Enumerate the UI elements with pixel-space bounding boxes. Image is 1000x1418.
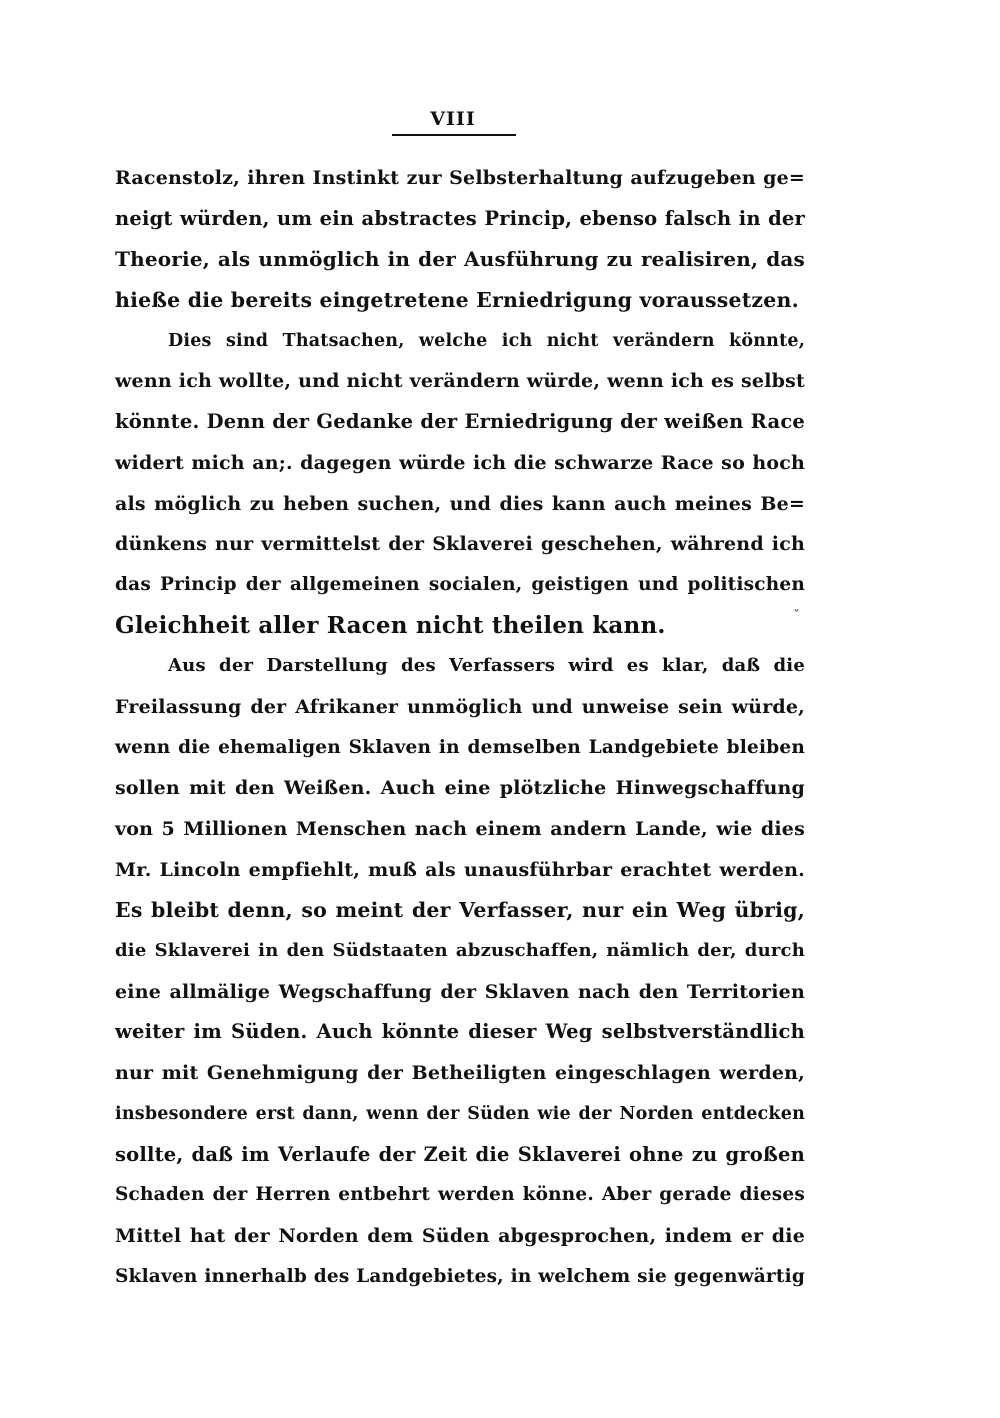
text-line: wenn ich wollte, und nicht verändern würde, wenn ich es selbst <box>115 370 805 393</box>
text-line: Gleichheit aller Racen nicht theilen kann. <box>115 611 666 639</box>
text-line: eine allmälige Wegschaffung der Sklaven nach den Territorien <box>115 980 805 1003</box>
text-line: als möglich zu heben suchen, und dies kann auch meines Be= <box>115 492 805 515</box>
text-line: sollte, daß im Verlaufe der Zeit die Sklaverei ohne zu großen <box>115 1142 805 1166</box>
text-line: Racenstolz, ihren Instinkt zur Selbsterhaltung aufzugeben ge= <box>115 167 805 189</box>
text-line: hieße die bereits eingetretene Erniedrigung voraussetzen. <box>115 288 799 313</box>
text-line: wenn die ehemaligen Sklaven in demselben Landgebiete bleiben <box>115 736 805 758</box>
text-line: Dies sind Thatsachen, welche ich nicht verändern könnte, <box>168 330 805 351</box>
text-line: weiter im Süden. Auch könnte dieser Weg selbstverständlich <box>115 1020 805 1044</box>
text-line: die Sklaverei in den Südstaaten abzuschaffen, nämlich der, durch <box>115 940 805 962</box>
text-line: neigt würden, um ein abstractes Princip, ebenso falsch in der <box>115 206 805 230</box>
stray-mark: ˇ <box>793 608 800 624</box>
text-line: Mittel hat der Norden dem Süden abgesprochen, indem er die <box>115 1224 805 1247</box>
text-line: Es bleibt denn, so meint der Verfasser, nur ein Weg übrig, <box>115 898 805 923</box>
text-line: von 5 Millionen Menschen nach einem andern Lande, wie dies <box>115 818 805 840</box>
text-line: könnte. Denn der Gedanke der Erniedrigung der weißen Race <box>115 410 805 434</box>
text-line: dünkens nur vermittelst der Sklaverei geschehen, während ich <box>115 533 805 556</box>
text-line: Freilassung der Afrikaner unmöglich und unweise sein würde, <box>115 695 805 718</box>
page-number: VIII <box>430 108 476 130</box>
body-text <box>115 158 805 1297</box>
text-line: Theorie, als unmöglich in der Ausführung zu realisiren, das <box>115 247 805 272</box>
text-line: Schaden der Herren entbehrt werden könne. Aber gerade dieses <box>115 1184 805 1206</box>
text-line: das Princip der allgemeinen socialen, geistigen und politischen <box>115 573 805 595</box>
text-line: insbesondere erst dann, wenn der Süden wie der Norden entdecken <box>115 1103 805 1124</box>
text-line: widert mich an;. dagegen würde ich die schwarze Race so hoch <box>115 451 805 474</box>
text-line: Aus der Darstellung des Verfassers wird es klar, daß die <box>168 655 805 677</box>
header-rule <box>392 134 516 136</box>
text-line: sollen mit den Weißen. Auch eine plötzliche Hinwegschaffung <box>115 777 805 800</box>
text-line: Mr. Lincoln empfiehlt, muß als unausführbar erachtet werden. <box>115 858 805 881</box>
text-line: nur mit Genehmigung der Betheiligten eingeschlagen werden, <box>115 1062 805 1085</box>
text-line: Sklaven innerhalb des Landgebietes, in welchem sie gegenwärtig <box>115 1265 805 1287</box>
